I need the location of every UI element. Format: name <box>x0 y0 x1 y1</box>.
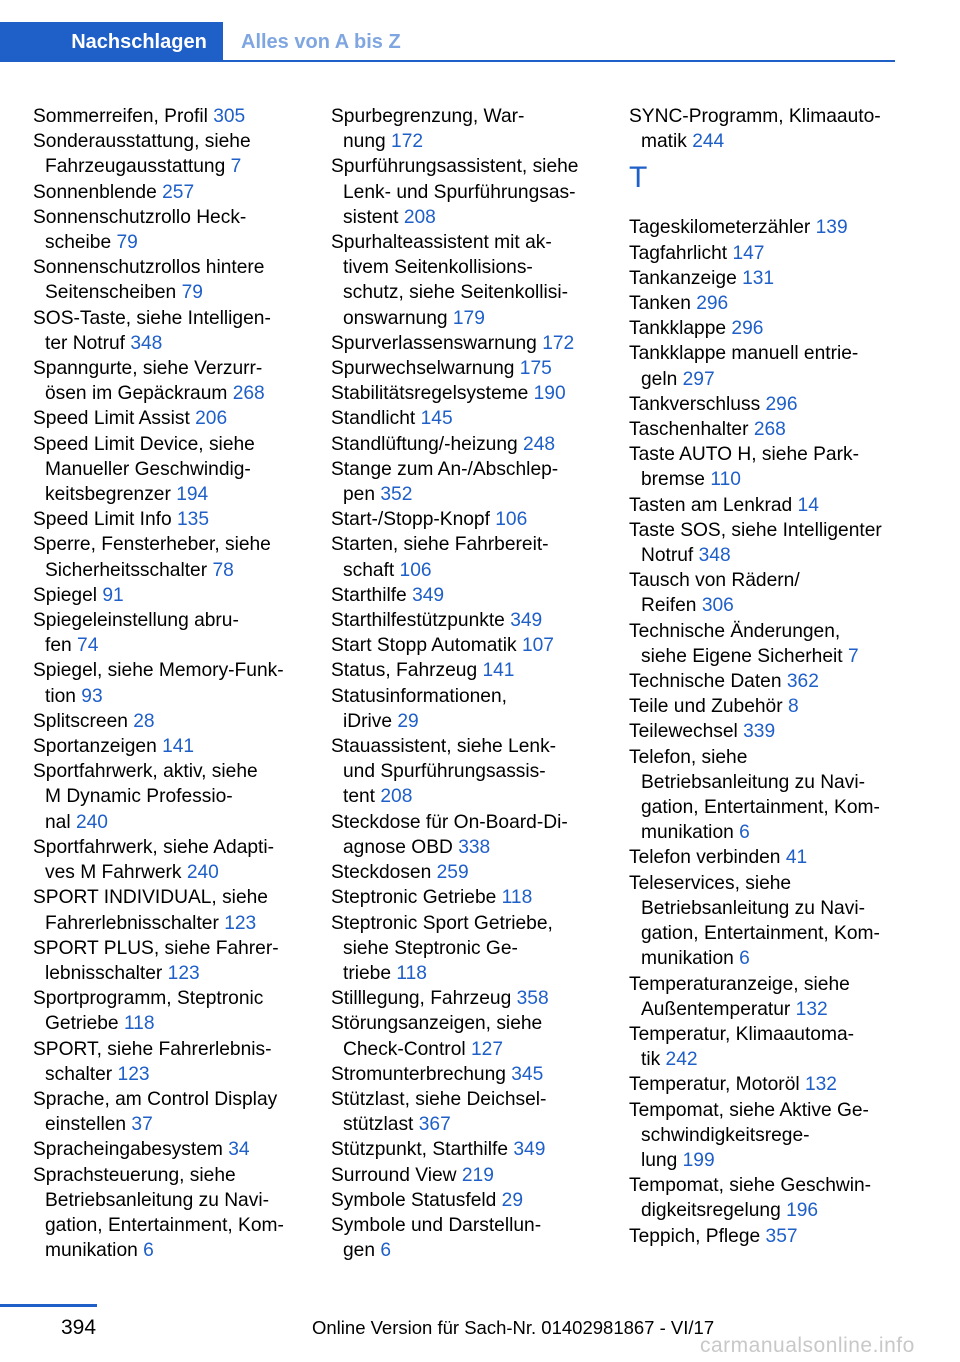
index-page-link[interactable]: 131 <box>742 267 775 289</box>
index-entry <box>33 1087 303 1137</box>
index-entry <box>331 457 601 507</box>
index-entry-term: Sportfahrwerk, aktiv, siehe M Dynamic Professio- nal <box>33 761 258 833</box>
index-page-link[interactable]: 29 <box>397 710 419 732</box>
index-entry <box>33 658 303 708</box>
index-entry <box>331 1188 601 1213</box>
index-entry-term: Spiegeleinstellung abru- fen <box>33 610 239 657</box>
index-entry-term: Starthilfestützpunkte <box>331 610 505 632</box>
index-page-link[interactable]: 172 <box>391 131 424 153</box>
header-bar <box>0 22 895 62</box>
index-entry-term: SYNC-Programm, Klimaauto- matik <box>629 106 881 153</box>
tab-nachschlagen[interactable]: Nachschlagen <box>0 22 223 62</box>
index-entry-term: Tempomat, siehe Geschwin- digkeitsregelung <box>629 1175 872 1222</box>
index-entry <box>33 406 303 431</box>
page-number-bar <box>0 1304 97 1307</box>
index-entry-term: SPORT INDIVIDUAL, siehe Fahrerlebnisschalter <box>33 887 268 934</box>
index-page-link[interactable]: 14 <box>797 494 819 516</box>
index-entry <box>629 972 899 1022</box>
index-entry-term: Sommerreifen, Profil <box>33 106 208 127</box>
index-entry <box>629 1098 899 1174</box>
index-entry-term: Standlicht <box>331 408 416 430</box>
index-entry-term: SPORT, siehe Fahrerlebnis- schalter <box>33 1038 272 1085</box>
index-page-link[interactable]: 107 <box>521 635 554 657</box>
index-entry-term: Sonnenschutzrollo Heck- scheibe <box>33 206 247 254</box>
index-entry <box>331 331 601 356</box>
index-column-2 <box>331 104 601 1263</box>
index-entry <box>331 583 601 608</box>
index-page-link[interactable]: 93 <box>81 685 103 707</box>
index-entry-term: Taste AUTO H, siehe Park- bremse <box>629 444 859 491</box>
index-entry-term: Taschenhalter <box>629 419 749 441</box>
index-entry-term: Sonnenblende <box>33 181 157 203</box>
index-entry <box>629 104 899 154</box>
index-entry <box>33 129 303 179</box>
index-entry <box>629 1072 899 1097</box>
index-entry <box>33 104 303 129</box>
index-page-link[interactable]: 79 <box>181 282 203 304</box>
index-entry-term: Technische Änderungen, siehe Eigene Sicherheit <box>629 620 843 667</box>
index-page-link[interactable]: 106 <box>495 509 528 531</box>
index-page-link[interactable]: 219 <box>461 1164 494 1186</box>
index-entry <box>331 608 601 633</box>
index-page-link[interactable]: 147 <box>732 242 765 264</box>
index-entry-term: Tageskilometerzähler <box>629 217 811 239</box>
index-page-link[interactable]: 132 <box>804 1074 837 1096</box>
index-entry-term: Temperatur, Motoröl <box>629 1074 800 1096</box>
index-page-link[interactable]: 194 <box>176 484 209 506</box>
index-entry <box>331 911 601 987</box>
index-entry <box>33 885 303 935</box>
index-entry-term: Sonderausstattung, siehe Fahrzeugausstattung <box>33 131 251 178</box>
index-entry <box>629 341 899 391</box>
index-page-link[interactable]: 123 <box>117 1063 150 1085</box>
index-page-link[interactable]: 345 <box>511 1063 544 1085</box>
index-page-link[interactable]: 199 <box>682 1149 715 1171</box>
index-entry-term: Spurverlassenswarnung <box>331 332 537 354</box>
index-page-link[interactable]: 135 <box>177 509 210 531</box>
index-page-link[interactable]: 7 <box>847 645 859 667</box>
index-entry <box>331 532 601 582</box>
index-page-link[interactable]: 91 <box>102 584 124 606</box>
index-page-link[interactable]: 348 <box>130 332 163 354</box>
index-entry-term: Splitscreen <box>33 710 128 732</box>
index-entry <box>629 518 899 568</box>
index-page-link[interactable]: 7 <box>230 156 242 178</box>
index-entry-term: Spiegel <box>33 584 98 606</box>
index-page-link[interactable]: 367 <box>418 1114 451 1136</box>
index-page-link[interactable]: 145 <box>420 408 453 430</box>
index-page-link[interactable]: 248 <box>523 433 556 455</box>
index-page-link[interactable]: 74 <box>77 635 99 657</box>
index-page-link[interactable]: 338 <box>458 836 491 858</box>
index-entry-term: Starthilfe <box>331 584 407 606</box>
index-entry <box>33 986 303 1036</box>
index-entry <box>331 381 601 406</box>
index-page-link[interactable]: 106 <box>399 559 432 581</box>
index-page-link[interactable]: 6 <box>380 1240 392 1262</box>
index-entry-term: Störungsanzeigen, siehe Check-Control <box>331 1013 543 1060</box>
index-page-link[interactable]: 208 <box>403 206 436 228</box>
index-entry-term: Spurbegrenzung, War- nung <box>331 106 525 153</box>
index-page-link[interactable]: 172 <box>542 332 575 354</box>
index-page-link[interactable]: 240 <box>75 811 108 833</box>
index-page-link[interactable]: 41 <box>785 847 808 869</box>
index-entry-term: Spracheingabesystem <box>33 1139 223 1161</box>
index-entry-term: Tempomat, siehe Aktive Ge- schwindigkeitsrege- lung <box>629 1099 869 1171</box>
index-entry-term: Spurwechselwarnung <box>331 358 515 380</box>
index-entry <box>331 658 601 683</box>
index-entry-term: Stützlast, siehe Deichsel- stützlast <box>331 1088 547 1136</box>
index-page-link[interactable]: 206 <box>195 408 228 430</box>
index-entry <box>629 871 899 972</box>
index-entry-term: Steckdose für On-Board-Di- agnose OBD <box>331 811 568 858</box>
index-entry <box>331 230 601 331</box>
index-page-link[interactable]: 123 <box>224 912 257 934</box>
index-page-link[interactable]: 349 <box>513 1139 546 1161</box>
section-letter: T <box>629 161 648 195</box>
index-entry <box>33 759 303 835</box>
index-page-link[interactable]: 208 <box>380 786 413 808</box>
index-entry-term: Spurführungsassistent, siehe Lenk- und Spurführungsas- sistent <box>331 156 579 228</box>
index-entry-term: Stilllegung, Fahrzeug <box>331 988 512 1010</box>
index-entry-term: Teilewechsel <box>629 721 738 743</box>
index-page-link[interactable]: 349 <box>510 610 543 632</box>
index-entry-term: Stabilitätsregelsysteme <box>331 383 529 405</box>
index-page-link[interactable]: 296 <box>696 293 729 315</box>
index-entry-term: Speed Limit Assist <box>33 408 190 430</box>
index-entry <box>629 1022 899 1072</box>
index-entry-term: Technische Daten <box>629 671 782 693</box>
index-entry <box>33 835 303 885</box>
index-entry-term: Tanken <box>629 293 691 315</box>
index-page-link[interactable]: 196 <box>786 1200 819 1222</box>
index-entry <box>331 1062 601 1087</box>
index-entry <box>33 936 303 986</box>
index-page-link[interactable]: 8 <box>787 696 799 718</box>
index-page-link[interactable]: 127 <box>470 1038 503 1060</box>
index-entry <box>629 316 899 341</box>
index-page-link[interactable]: 244 <box>692 131 725 153</box>
index-entry <box>629 241 899 266</box>
index-entry-term: Start Stopp Automatik <box>331 635 517 657</box>
index-entry-term: Sperre, Fensterheber, siehe Sicherheitsschalter <box>33 534 271 581</box>
index-entry-term: Sprache, am Control Display einstellen <box>33 1088 278 1136</box>
index-entry-term: Stange zum An-/Abschlep- pen <box>331 458 559 506</box>
index-entry-term: Teppich, Pflege <box>629 1225 761 1247</box>
index-entry <box>33 734 303 759</box>
index-entry <box>33 507 303 532</box>
index-entry-term: Tankverschluss <box>629 393 761 415</box>
index-entry <box>33 356 303 406</box>
index-page-link[interactable]: 118 <box>396 962 427 984</box>
index-entry <box>331 986 601 1011</box>
index-page-link[interactable]: 139 <box>815 217 848 239</box>
index-page-link[interactable]: 37 <box>131 1114 153 1136</box>
index-entry <box>331 1213 601 1263</box>
index-entry <box>331 154 601 230</box>
index-page-link[interactable]: 6 <box>739 948 750 970</box>
index-page-link[interactable]: 190 <box>533 383 566 405</box>
index-entry-term: Tasten am Lenkrad <box>629 494 793 516</box>
index-entry <box>629 1224 899 1249</box>
index-entry <box>629 392 899 417</box>
index-page-link[interactable]: 179 <box>452 307 485 329</box>
index-page-link[interactable]: 297 <box>682 368 715 390</box>
index-page-link[interactable]: 257 <box>162 181 195 203</box>
header-divider <box>0 60 895 62</box>
index-entry-term: Sportanzeigen <box>33 736 157 758</box>
index-page-link[interactable]: 141 <box>482 660 515 682</box>
index-entry-term: Teleservices, siehe Betriebsanleitung zu Navi- gation, Entertainment, Kom- munikation <box>629 872 880 970</box>
index-entry-term: Symbole Statusfeld <box>331 1189 497 1211</box>
index-page-link[interactable]: 358 <box>516 988 549 1010</box>
index-page-link[interactable]: 175 <box>519 358 552 380</box>
online-version-note: Online Version für Sach-Nr. 01402981867 - VI/17 <box>312 1317 715 1338</box>
index-entry <box>331 104 601 154</box>
index-entry-term: Tankanzeige <box>629 267 737 289</box>
index-entry-term: SPORT PLUS, siehe Fahrer- lebnisschalter <box>33 937 279 984</box>
index-entry-term: SOS-Taste, siehe Intelligen- ter Notruf <box>33 307 271 354</box>
index-entry-term: Statusinformationen, iDrive <box>331 685 507 732</box>
index-page-link[interactable]: 78 <box>212 559 234 581</box>
index-page-link[interactable]: 348 <box>698 545 731 567</box>
index-entry <box>331 860 601 885</box>
index-entry-term: Telefon, siehe Betriebsanleitung zu Navi- gation, Entertainment, Kom- munikation <box>629 746 880 844</box>
index-column-1 <box>33 104 303 1263</box>
index-entry <box>33 1163 303 1264</box>
index-column-3 <box>629 104 899 1249</box>
index-entry-term: Tausch von Rädern/ Reifen <box>629 570 800 617</box>
index-entry-term: Speed Limit Device, siehe Manueller Geschwindig- keitsbegrenzer <box>33 433 255 506</box>
index-entry <box>33 709 303 734</box>
index-entry-term: Speed Limit Info <box>33 509 172 531</box>
index-entry-term: Steptronic Sport Getriebe, siehe Steptronic Ge- triebe <box>331 912 553 984</box>
index-entry <box>629 266 899 291</box>
index-page-link[interactable]: 268 <box>232 383 265 405</box>
index-entry <box>33 1037 303 1087</box>
index-entry-term: Start-/Stopp-Knopf <box>331 509 490 531</box>
index-entry-term: Sportprogramm, Steptronic Getriebe <box>33 988 264 1035</box>
index-page-link[interactable]: 349 <box>412 584 445 606</box>
index-page-link[interactable]: 240 <box>186 862 219 884</box>
index-entry-term: Sprachsteuerung, siehe Betriebsanleitung zu Navi- gation, Entertainment, Kom- munikation <box>33 1164 284 1262</box>
index-entry <box>331 885 601 910</box>
index-entry <box>331 633 601 658</box>
index-entry <box>629 694 899 719</box>
index-page-link[interactable]: 118 <box>123 1013 155 1035</box>
index-entry-term: Tagfahrlicht <box>629 242 728 264</box>
index-entry-term: Stützpunkt, Starthilfe <box>331 1139 509 1161</box>
index-entry <box>331 1137 601 1162</box>
index-entry <box>629 442 899 492</box>
index-entry <box>629 619 899 669</box>
index-entry <box>331 432 601 457</box>
index-entry <box>331 684 601 734</box>
index-entry <box>33 1137 303 1162</box>
index-entry <box>629 291 899 316</box>
index-page-link[interactable]: 6 <box>143 1240 154 1262</box>
index-page-link[interactable]: 306 <box>701 595 734 617</box>
watermark: carmanualsonline.info <box>700 1334 915 1357</box>
index-entry <box>331 406 601 431</box>
index-page-link[interactable]: 242 <box>665 1049 698 1071</box>
index-entry <box>33 608 303 658</box>
index-entry <box>33 255 303 305</box>
index-page-link[interactable]: 296 <box>765 393 798 415</box>
index-page-link[interactable]: 352 <box>380 484 413 506</box>
index-entry-term: Symbole und Darstellun- gen <box>331 1214 542 1262</box>
index-page-link[interactable]: 29 <box>501 1189 524 1211</box>
index-entry <box>33 532 303 582</box>
index-page-link[interactable]: 28 <box>133 710 155 732</box>
index-entry-term: Taste SOS, siehe Intelligenter Notruf <box>629 519 882 567</box>
index-entry <box>331 1087 601 1137</box>
index-entry <box>629 845 899 870</box>
index-page-link[interactable]: 357 <box>765 1225 798 1247</box>
index-page-link[interactable]: 6 <box>739 822 750 844</box>
index-entry <box>331 810 601 860</box>
index-entry-term: Steptronic Getriebe <box>331 887 497 909</box>
index-page-link[interactable]: 362 <box>786 671 819 693</box>
index-entry-term: Tankklappe <box>629 318 727 340</box>
index-entry-term: Stromunterbrechung <box>331 1063 506 1085</box>
page-number: 394 <box>61 1316 97 1339</box>
index-entry <box>629 719 899 744</box>
index-page-link[interactable]: 339 <box>743 721 776 743</box>
index-entry-term: Sonnenschutzrollos hintere Seitenscheiben <box>33 257 265 304</box>
index-entry <box>629 1173 899 1223</box>
index-entry <box>629 417 899 442</box>
index-page-link[interactable]: 118 <box>501 887 533 909</box>
index-page-link[interactable]: 305 <box>213 106 246 127</box>
index-entry-term: Temperatur, Klimaautoma- tik <box>629 1023 855 1071</box>
index-entry-term: Stauassistent, siehe Lenk- und Spurführungsassis- tent <box>331 736 557 808</box>
index-page-link[interactable]: 34 <box>228 1139 250 1161</box>
index-entry <box>331 1011 601 1061</box>
index-entry-term: Spurhalteassistent mit ak- tivem Seitenkollisions- schutz, siehe Seitenkollisi- onswarnung <box>331 232 569 329</box>
index-entry <box>331 734 601 810</box>
index-page-link[interactable]: 141 <box>162 736 195 758</box>
index-entry <box>331 1163 601 1188</box>
index-entry <box>629 568 899 618</box>
index-page-link[interactable]: 296 <box>731 318 764 340</box>
tab-alles-von-a-bis-z[interactable]: Alles von A bis Z <box>241 30 401 53</box>
index-entry <box>331 356 601 381</box>
index-entry-term: Spanngurte, siehe Verzurr- ösen im Gepäckraum <box>33 358 263 405</box>
index-entry-term: Tankklappe manuell entrie- geln <box>629 343 859 390</box>
index-entry <box>33 306 303 356</box>
index-entry <box>33 432 303 508</box>
index-entry <box>629 669 899 694</box>
index-entry-term: Sportfahrwerk, siehe Adapti- ves M Fahrwerk <box>33 836 275 884</box>
index-entry-term: Steckdosen <box>331 862 432 884</box>
index-entry <box>629 493 899 518</box>
index-page-link[interactable]: 110 <box>710 469 741 491</box>
index-entry-term: Standlüftung/-heizung <box>331 433 518 455</box>
index-entry <box>331 507 601 532</box>
index-entry-term: Starten, siehe Fahrbereit- schaft <box>331 534 549 581</box>
index-entry <box>33 180 303 205</box>
index-entry-term: Temperaturanzeige, siehe Außentemperatur <box>629 973 850 1020</box>
index-entry <box>629 215 899 240</box>
index-entry-term: Spiegel, siehe Memory-Funk- tion <box>33 660 284 707</box>
index-page-link[interactable]: 268 <box>753 419 786 441</box>
index-entry <box>33 583 303 608</box>
index-entry-term: Surround View <box>331 1164 457 1186</box>
index-entry <box>629 745 899 846</box>
index-entry <box>33 205 303 255</box>
index-page-link[interactable]: 123 <box>167 962 200 984</box>
index-entry-term: Teile und Zubehör <box>629 696 783 718</box>
index-page-link[interactable]: 79 <box>116 232 138 254</box>
index-entry-term: Telefon verbinden <box>629 847 781 869</box>
index-page-link[interactable]: 132 <box>795 998 828 1020</box>
index-page-link[interactable]: 259 <box>436 862 469 884</box>
index-entry-term: Status, Fahrzeug <box>331 660 478 682</box>
